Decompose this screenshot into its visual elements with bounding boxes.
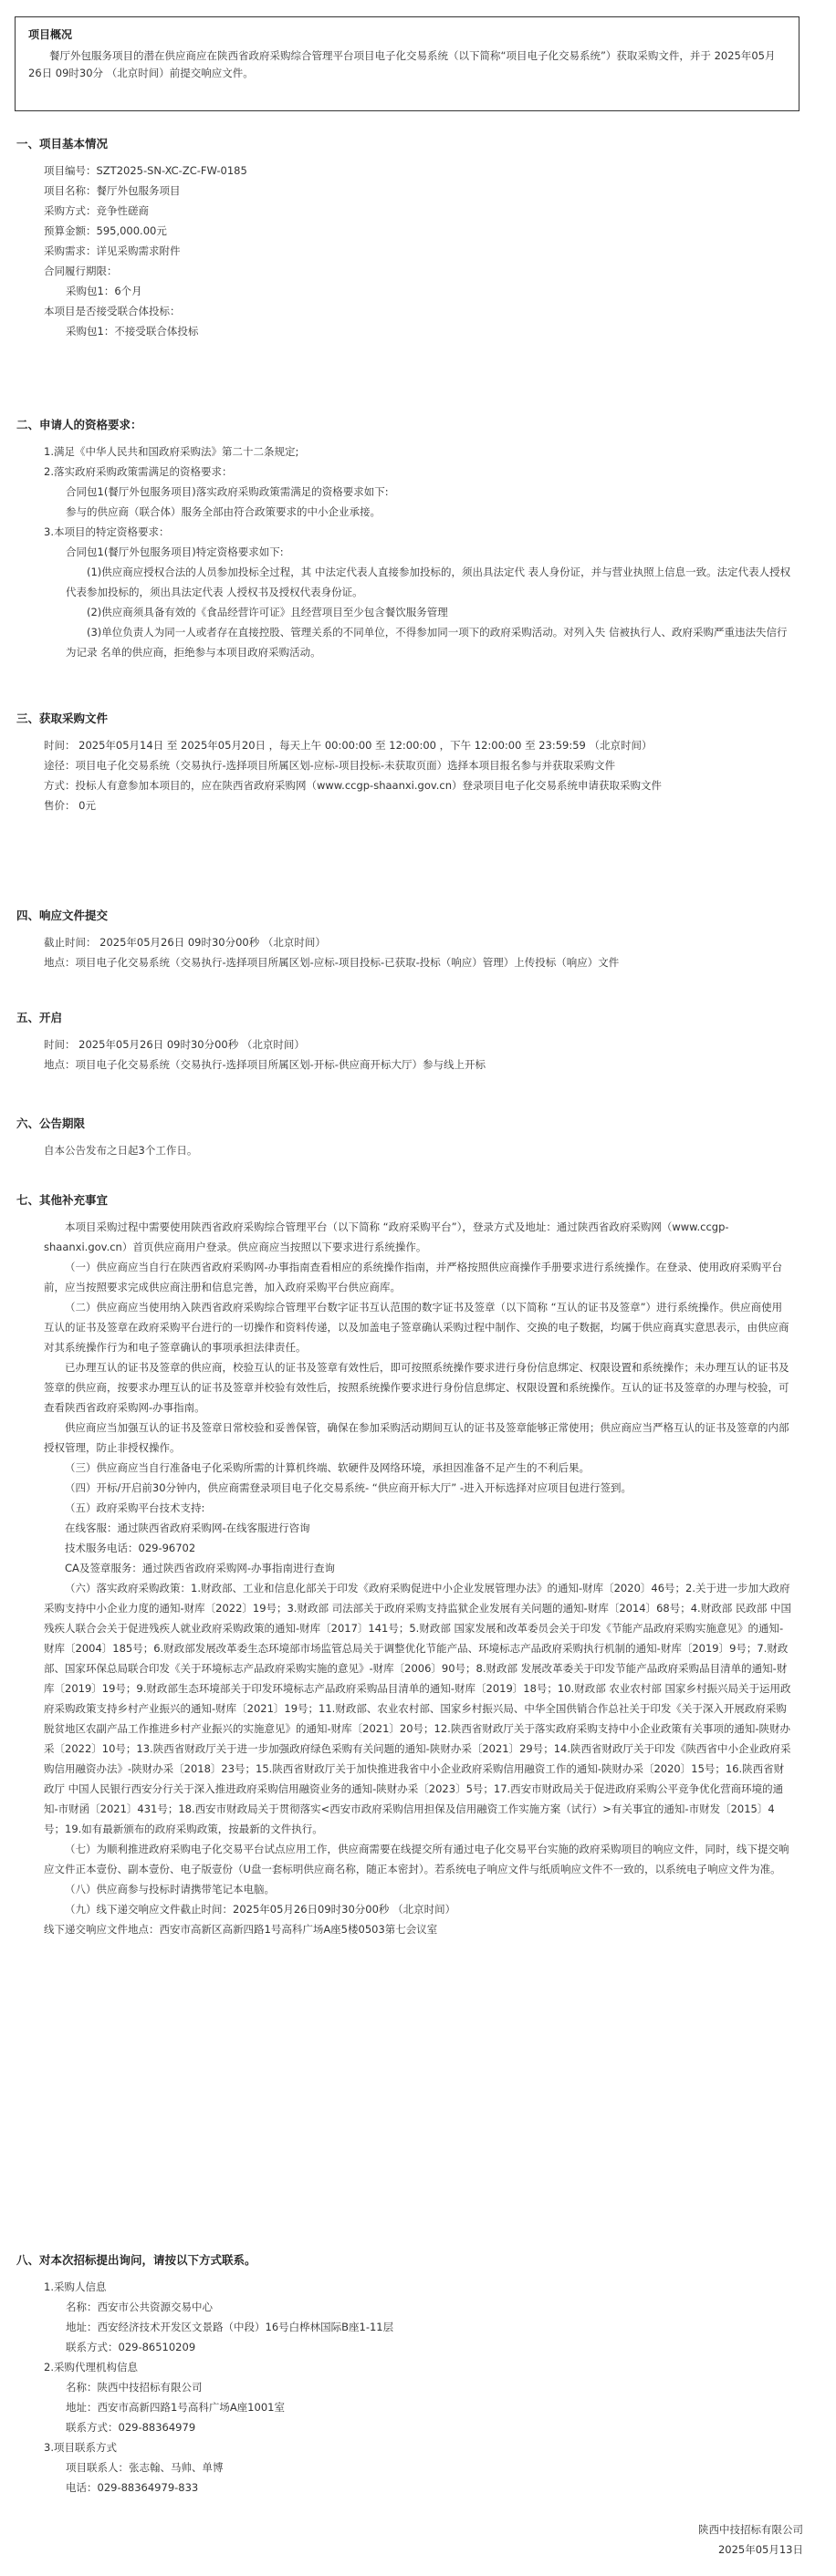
overview-text: 餐厅外包服务项目的潜在供应商应在陕西省政府采购综合管理平台项目电子化交易系统（以下简称“项目电子化交易系统”）获取采购文件，并于 2025年05月26日 09时30分 （北京时间）前提交响应文件。 xyxy=(28,49,776,79)
section-opening xyxy=(16,1009,820,1075)
contact-line: 名称：陕西中技招标有限公司 xyxy=(66,2381,203,2394)
section-title: 三、获取采购文件 xyxy=(16,712,109,725)
info-line: 采购包1：6个月 xyxy=(66,285,142,297)
other-paragraph: （七）为顺利推进政府采购电子化交易平台试点应用工作，供应商需要在线提交所有通过电子化交易平台实施的政府采购项目的响应文件，同时，线下提交响应文件正本壹份、副本壹份、电子版壹份（U盘一套标明供应商名称，随正本密封）。若系统电子响应文件与纸质响应文件不一致的，以系统电子响应文件为准。 xyxy=(44,1843,789,1875)
signature-block xyxy=(698,2519,803,2560)
section-basic-info xyxy=(16,135,820,341)
other-paragraph: 在线客服：通过陕西省政府采购网-在线客服进行咨询 xyxy=(65,1522,310,1534)
info-line: 采购方式：竞争性磋商 xyxy=(44,204,149,217)
section-notice-period xyxy=(16,1115,820,1160)
obtain-line: 售价： 0元 xyxy=(44,799,96,812)
other-paragraph: （四）开标/开启前30分钟内，供应商需登录项目电子化交易系统- “供应商开标大厅” -进入开标选择对应项目包进行签到。 xyxy=(65,1481,632,1494)
signature-date: 2025年05月13日 xyxy=(717,2543,803,2556)
other-paragraph: 技术服务电话：029-96702 xyxy=(65,1542,196,1554)
other-paragraph: （二）供应商应当使用纳入陕西省政府采购综合管理平台数字证书互认范围的数字证书及签章（以下简称 “互认的证书及签章”）进行系统操作。供应商使用互认的证书及签章在政府采购平台进行的一切操作和资料传递，以及加盖电子签章确认采购过程中制作、交换的电子数据，均属于供应商真实意思表示，由供应商对其系统操作行为和电子签章确认的事项承担法律责任。 xyxy=(44,1301,789,1354)
other-paragraph: 本项目采购过程中需要使用陕西省政府采购综合管理平台（以下简称 “政府采购平台”），登录方式及地址：通过陕西省政府采购网（www.ccgp-shaanxi.gov.cn）首页供应商用户登录。供应商应当按照以下要求进行系统操作。 xyxy=(44,1220,729,1253)
other-paragraph: （九）线下递交响应文件截止时间：2025年05月26日09时30分00秒 （北京时间） xyxy=(65,1903,456,1916)
qualification-paragraph: (1)供应商应授权合法的人员参加投标全过程，其 中法定代表人直接参加投标的，须出具法定代 表人身份证，并与营业执照上信息一致。法定代表人授权代表参加投标的，须出具法定代表 人授权书及授权代表身份证。 xyxy=(66,566,791,598)
contact-line: 电话：029-88364979-833 xyxy=(66,2481,199,2494)
other-paragraph: （一）供应商应当自行在陕西省政府采购网-办事指南查看相应的系统操作指南，并严格按照供应商操作手册要求进行系统操作。在登录、使用政府采购平台前，应当按照要求完成供应商注册和信息完善，加入政府采购平台供应商库。 xyxy=(44,1261,783,1293)
project-overview-box xyxy=(15,16,799,111)
contact-line: 联系方式：029-86510209 xyxy=(66,2341,196,2353)
qualification-line: 2.落实政府采购政策需满足的资格要求： xyxy=(44,465,233,478)
other-paragraph: 供应商应当加强互认的证书及签章日常校验和妥善保管，确保在参加采购活动期间互认的证书及签章能够正常使用；供应商应当严格互认的证书及签章的内部授权管理，防止非授权操作。 xyxy=(44,1421,789,1454)
contact-heading: 1.采购人信息 xyxy=(44,2280,107,2293)
contact-line: 地址：西安市高新四路1号高科广场A座1001室 xyxy=(66,2401,285,2414)
contact-heading: 3.项目联系方式 xyxy=(44,2441,117,2454)
section-contacts xyxy=(16,2251,820,2498)
info-line: 项目编号：SZT2025-SN-XC-ZC-FW-0185 xyxy=(44,164,247,177)
qualification-line: 参与的供应商（联合体）服务全部由符合政策要求的中小企业承接。 xyxy=(66,505,381,518)
overview-title: 项目概况 xyxy=(28,28,73,41)
section-obtain-documents xyxy=(16,710,820,815)
other-paragraph: CA及签章服务：通过陕西省政府采购网-办事指南进行查询 xyxy=(65,1562,336,1574)
qualification-paragraph: (3)单位负责人为同一人或者存在直接控股、管理关系的不同单位，不得参加同一项下的政府采购活动。对列入失 信被执行人、政府采购严重违法失信行为记录 名单的供应商，拒绝参与本项目政府采购活动。 xyxy=(66,626,788,659)
contact-line: 项目联系人：张志翰、马帅、单博 xyxy=(66,2461,224,2474)
other-paragraph: 线下递交响应文件地点：西安市高新区高新四路1号高科广场A座5楼0503第七会议室 xyxy=(44,1923,438,1936)
section-title: 一、项目基本情况 xyxy=(16,137,109,151)
contact-line: 名称：西安市公共资源交易中心 xyxy=(66,2301,213,2313)
other-paragraph: 已办理互认的证书及签章的供应商，校验互认的证书及签章有效性后，即可按照系统操作要求进行身份信息绑定、权限设置和系统操作；未办理互认的证书及签章的供应商，按要求办理互认的证书及签章并校验有效性后，按照系统操作要求进行身份信息绑定、权限设置和系统操作。互认的证书及签章的办理与校验，可查看陕西省政府采购网-办事指南。 xyxy=(44,1361,789,1414)
info-line: 采购需求：详见采购需求附件 xyxy=(44,244,181,257)
signature-org: 陕西中技招标有限公司 xyxy=(698,2523,803,2536)
other-paragraph: （六）落实政府采购政策：1.财政部、工业和信息化部关于印发《政府采购促进中小企业发展管理办法》的通知-财库〔2020〕46号；2.关于进一步加大政府采购支持中小企业力度的通知-财库〔2022〕19号；3.财政部 司法部关于政府采购支持监狱企业发展有关问题的通知-财库〔2014〕68号；4.财政部 民政部 中国残疾人联合会关于促进残疾人就业政府采购政策的通知-财库〔2017〕141号；5.财政部 国家发展和改革委员会关于印发《节能产品政府采购实施意见》的通知-财库〔2004〕185号；6.财政部发展改革委生态环境部市场监管总局关于调整优化节能产品、环境标志产品政府采购执行机制的通知-财库〔2019〕9号；7.财政部、国家环保总局联合印发《关于环境标志产品政府采购实施的意见》-财库〔2006〕90号；8.财政部 发展改革委关于印发节能产品政府采购品目清单的通知-财库〔2019〕19号；9.财政部生态环境部关于印发环境标志产品政府采购品目清单的通知-财库〔2019〕18号；10.财政部 农业农村部 国家乡村振兴局关于运用政府采购政策支持乡村产业振兴的通知-财库〔2021〕19号；11.财政部、农业农村部、国家乡村振兴局、中华全国供销合作总社关于印发《关于深入开展政府采购脱贫地区农副产品工作推进乡村产业振兴的实施意见》的通知-财库〔2021〕20号；12.陕西省财政厅关于落实政府采购支持中小企业政策有关事项的通知-陕财办采〔2022〕10号；13.陕西省财政厅关于进一步加强政府绿色采购有关问题的通知-陕财办采〔2021〕29号；14.陕西省财政厅关于印发《陕西省中小企业政府采购信用融资办法》-陕财办采〔2018〕23号；15.陕西省财政厅关于加快推进我省中小企业政府采购信用融资工作的通知-陕财办采〔2020〕15号；16.陕西省财政厅 中国人民银行西安分行关于深入推进政府采购信用融资业务的通知-陕财办采〔2023〕5号；17.西安市财政局关于促进政府采购公平竞争优化营商环境的通知-市财函〔2021〕431号；18.西安市财政局关于贯彻落实<西安市政府采购信用担保及信用融资工作实施方案（试行）>有关事宜的通知-市财发〔2015〕4号；19.如有最新颁布的政府采购政策，按最新的文件执行。 xyxy=(44,1582,792,1835)
section-title: 六、公告期限 xyxy=(16,1117,86,1130)
qualification-line: 合同包1(餐厅外包服务项目)特定资格要求如下: xyxy=(66,545,284,558)
qualification-line: 合同包1(餐厅外包服务项目)落实政府采购政策需满足的资格要求如下: xyxy=(66,485,389,498)
section-title: 八、对本次招标提出询问，请按以下方式联系。 xyxy=(16,2253,256,2267)
info-line: 预算金额：595,000.00元 xyxy=(44,224,167,237)
qualification-line: 3.本项目的特定资格要求： xyxy=(44,525,170,538)
section-other-matters xyxy=(16,1191,820,1939)
info-line: 本项目是否接受联合体投标： xyxy=(44,305,181,317)
info-line: 采购包1：不接受联合体投标 xyxy=(66,325,199,338)
section-qualifications xyxy=(16,416,820,662)
notice-period-line: 自本公告发布之日起3个工作日。 xyxy=(44,1144,198,1157)
other-paragraph: （五）政府采购平台技术支持: xyxy=(65,1501,205,1514)
submission-line: 截止时间： 2025年05月26日 09时30分00秒 （北京时间） xyxy=(44,936,326,949)
section-submission xyxy=(16,907,820,972)
obtain-line: 途径：项目电子化交易系统（交易执行-选择项目所属区划-应标-项目投标-未获取页面）选择本项目报名参与并获取采购文件 xyxy=(44,759,616,772)
section-title: 七、其他补充事宜 xyxy=(16,1193,109,1207)
submission-line: 地点：项目电子化交易系统（交易执行-选择项目所属区划-应标-项目投标-已获取-投标（响应）管理）上传投标（响应）文件 xyxy=(44,956,620,969)
obtain-line: 方式：投标人有意参加本项目的，应在陕西省政府采购网（www.ccgp-shaanxi.gov.cn）登录项目电子化交易系统申请获取采购文件 xyxy=(44,779,663,792)
info-line: 合同履行期限： xyxy=(44,265,118,277)
section-title: 五、开启 xyxy=(16,1011,63,1024)
section-title: 四、响应文件提交 xyxy=(16,909,109,922)
contact-heading: 2.采购代理机构信息 xyxy=(44,2361,138,2373)
contact-line: 联系方式：029-88364979 xyxy=(66,2421,196,2434)
opening-line: 地点：项目电子化交易系统（交易执行-选择项目所属区划-开标-供应商开标大厅）参与线上开标 xyxy=(44,1058,486,1071)
contact-line: 地址：西安经济技术开发区文景路（中段）16号白桦林国际B座1-11层 xyxy=(66,2321,394,2333)
qualification-line: 1.满足《中华人民共和国政府采购法》第二十二条规定; xyxy=(44,445,299,458)
opening-line: 时间： 2025年05月26日 09时30分00秒 （北京时间） xyxy=(44,1038,305,1051)
section-title: 二、申请人的资格要求： xyxy=(16,418,142,431)
other-paragraph: （三）供应商应当自行准备电子化采购所需的计算机终端、软硬件及网络环境，承担因准备不足产生的不利后果。 xyxy=(65,1461,590,1474)
qualification-paragraph: (2)供应商须具备有效的《食品经营许可证》且经营项目至少包含餐饮服务管理 xyxy=(87,606,448,618)
other-paragraph: （八）供应商参与投标时请携带笔记本电脑。 xyxy=(65,1883,275,1896)
obtain-line: 时间： 2025年05月14日 至 2025年05月20日 ，每天上午 00:00:00 至 12:00:00 ，下午 12:00:00 至 23:59:59 （北京时间） xyxy=(44,739,653,752)
info-line: 项目名称：餐厅外包服务项目 xyxy=(44,184,181,197)
